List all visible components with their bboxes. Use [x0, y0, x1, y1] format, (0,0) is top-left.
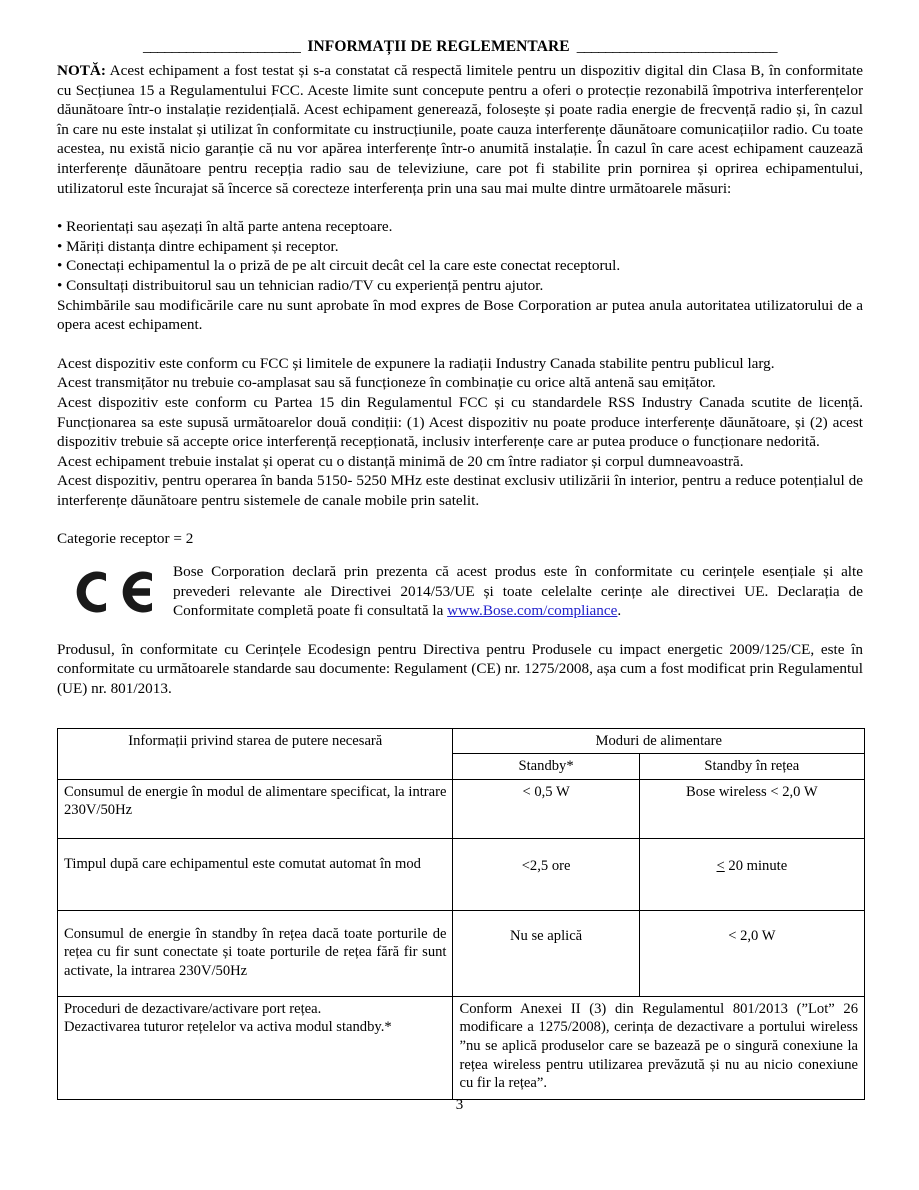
- compliance-line-2: Acest transmițător nu trebuie co-amplasat sau să funcționeze în combinație cu orice altă antenă sau emițător.: [57, 374, 716, 392]
- table-row: [58, 838, 865, 910]
- ce-declaration-block: [57, 562, 863, 621]
- spacer: [57, 335, 863, 354]
- ce-text-before-link: Bose Corporation declară prin prezenta că acest produs este în conformitate cu cerințele esențiale și alte prevederi relevante ale Directivei 2014/53/UE și toate celelalte cerințe ale directivei UE. Declarația de Conformitate completă poate fi consultată la: [173, 563, 863, 620]
- row-networked-value: [639, 838, 864, 910]
- row-standby-value: <2,5 ore: [453, 838, 639, 910]
- bullet-item: • Măriți distanța dintre echipament și receptor.: [57, 237, 339, 255]
- header-rule-right: ____________________________: [576, 38, 777, 55]
- compliance-line-1: Acest dispozitiv este conform cu FCC și limitele de expunere la radiații Industry Canada stabilite pentru publicul larg.: [57, 354, 775, 372]
- compliance-line-4: Acest echipament trebuie instalat și operat cu o distanță minimă de 20 cm între radiator și corpul dumneavoastră.: [57, 452, 744, 470]
- page-title: INFORMAȚII DE REGLEMENTARE: [307, 38, 570, 55]
- spacer: [57, 198, 863, 217]
- row-standby-value: < 0,5 W: [453, 779, 639, 838]
- header-rule-left: ______________________: [143, 38, 301, 55]
- bullet-item: • Conectați echipamentul la o priză de pe alt circuit decât cel la care este conectat receptorul.: [57, 257, 621, 275]
- receiver-category: Categorie receptor = 2: [57, 530, 194, 548]
- row-networked-value: < 2,0 W: [639, 910, 864, 996]
- row-label-line-2: Dezactivarea tuturor rețelelor va activa modul standby.*: [64, 1019, 392, 1036]
- less-or-equal-sign: <: [716, 857, 725, 874]
- row-networked-value: Bose wireless < 2,0 W: [639, 779, 864, 838]
- table-row: [58, 910, 865, 996]
- note-label: NOTĂ:: [57, 62, 106, 79]
- spacer: [57, 549, 863, 558]
- power-modes-table: [57, 728, 865, 1100]
- ce-mark-icon: [57, 562, 173, 618]
- column-header-standby: Standby*: [453, 754, 639, 780]
- row-regulation-note: Conform Anexei II (3) din Regulamentul 801/2013 (”Lot” 26 modificare a 1275/2008), cerința de dezactivare a portului wireless ”nu se aplică produselor care se bazează pe o singură conexiune la rețea wireless pentru utilizarea prevăzută și nu au nicio conexiune cu fir la rețea”.: [453, 996, 865, 1099]
- spacer: [57, 699, 863, 725]
- table-header-row: [58, 728, 865, 754]
- row-label: Consumul de energie în standby în rețea dacă toate porturile de rețea cu fir sunt conectate și toate porturile de rețea fără fir sunt activate, la intrarea 230V/50Hz: [58, 910, 453, 996]
- compliance-paragraph-5: Acest dispozitiv, pentru operarea în banda 5150- 5250 MHz este destinat exclusiv utilizării în interior, pentru a reduce potențialul de interferențe dăunătoare pentru sistemele de canale mobile prin satelit.: [57, 472, 863, 509]
- column-header-info: Informații privind starea de putere necesară: [58, 728, 453, 779]
- note-paragraph: [57, 61, 863, 198]
- row-label: Timpul după care echipamentul este comutat automat în mod: [58, 838, 453, 910]
- row-standby-value: Nu se aplică: [453, 910, 639, 996]
- ce-declaration-text: [173, 562, 863, 621]
- column-header-group: Moduri de alimentare: [453, 728, 865, 754]
- ce-text-after-link: .: [617, 602, 622, 620]
- bullet-item: • Reorientați sau așezați în altă parte antena receptoare.: [57, 218, 393, 236]
- compliance-paragraph-3: Acest dispozitiv este conform cu Partea 15 din Regulamentul FCC și cu standardele RSS Industry Canada scutite de licență. Funcționarea sa este supusă următoarelor două condiții: (1) Acest dispozitiv nu poate produce interferențe dăunătoare, și (2) acest dispozitiv trebuie să accepte orice interferență recepționată, inclusiv interferențe care ar putea produce o funcționare nedorită.: [57, 393, 863, 451]
- bose-compliance-link[interactable]: www.Bose.com/compliance: [447, 602, 618, 620]
- modifications-paragraph: Schimbările sau modificările care nu sunt aprobate în mod expres de Bose Corporation ar putea anula autoritatea utilizatorului de a opera acest echipament.: [57, 296, 863, 334]
- row-networked-value-text: 20 minute: [724, 857, 788, 874]
- spacer: [57, 621, 863, 640]
- document-header: [57, 38, 863, 56]
- page-number: 3: [455, 1097, 464, 1113]
- ecodesign-paragraph: Produsul, în conformitate cu Cerințele Ecodesign pentru Directiva pentru Produsele cu impact energetic 2009/125/CE, este în conformitate cu următoarele standarde sau documente: Regulament (CE) nr. 1275/2008, așa cum a fost modificat prin Regulamentul (UE) nr. 801/2013.: [57, 640, 863, 698]
- spacer: [57, 510, 863, 529]
- note-body: Acest echipament a fost testat și s-a constatat că respectă limitele pentru un dispozitiv digital din Clasa B, în conformitate cu Secțiunea 15 a Regulamentului FCC. Aceste limite sunt concepute pentru a oferi o protecție rezonabilă împotriva interferențelor dăunătoare într-o instalație rezidențială. Acest echipament generează, folosește și poate radia energie de frecvență radio și, în cazul în care nu este instalat și utilizat în conformitate cu instrucțiunile, poate cauza interferențe dăunătoare comunicațiilor radio. Cu toate acestea, nu există nicio garanție că nu vor apărea interferențe într-o anumită instalație. În cazul în care acest echipament cauzează interferențe dăunătoare pentru recepția radio sau de televiziune, care pot fi stabilite prin pornirea și oprirea echipamentului, utilizatorul este încurajat să încerce să corecteze interferența prin una sau mai multe dintre următoarele măsuri:: [57, 62, 863, 197]
- column-header-networked-standby: Standby în rețea: [639, 754, 864, 780]
- row-label: Consumul de energie în modul de alimentare specificat, la intrare 230V/50Hz: [58, 779, 453, 838]
- row-label-line-1: Proceduri de dezactivare/activare port rețea.: [64, 1000, 322, 1017]
- row-label: [58, 996, 453, 1099]
- page-content: [57, 38, 863, 1100]
- table-row-last: [58, 996, 865, 1099]
- table-row: [58, 779, 865, 838]
- bullet-item: • Consultați distribuitorul sau un tehnician radio/TV cu experiență pentru ajutor.: [57, 276, 544, 294]
